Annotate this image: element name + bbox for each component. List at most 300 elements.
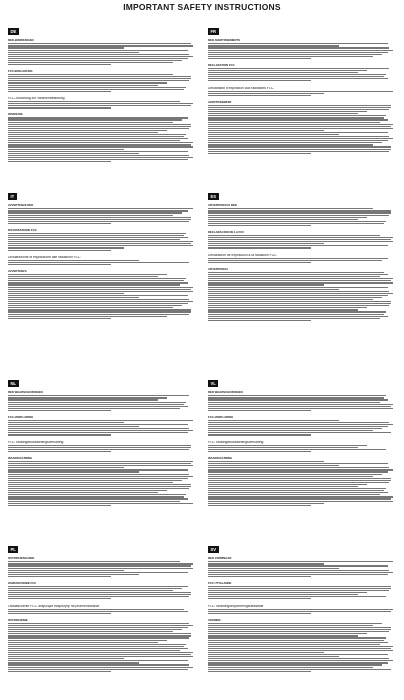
text-line — [8, 449, 189, 450]
text-line — [208, 113, 358, 114]
text-line — [8, 629, 182, 630]
text-line — [8, 671, 111, 672]
text-line — [208, 561, 393, 562]
text-line — [208, 212, 391, 213]
text-line — [8, 122, 173, 123]
section-heading: DÉCLARATION FCC — [208, 63, 235, 67]
text-line — [8, 402, 186, 403]
text-line — [8, 640, 167, 641]
text-line — [208, 149, 391, 150]
section-nl — [8, 372, 195, 518]
text-line — [208, 309, 358, 310]
text-line — [208, 654, 388, 655]
text-line — [8, 650, 180, 651]
text-line — [8, 406, 188, 407]
text-line — [8, 609, 184, 610]
text-line — [8, 644, 186, 645]
text-line — [8, 43, 191, 44]
text-line — [208, 126, 391, 127]
text-line — [8, 434, 111, 435]
text-line — [8, 287, 193, 288]
text-line — [208, 132, 388, 133]
text-line — [208, 124, 393, 125]
text-line — [8, 646, 184, 647]
text-line — [208, 629, 391, 630]
section-heading: ADVERTENCIAS RED — [208, 204, 237, 208]
section-heading: FCC UTTALANDE — [208, 581, 232, 585]
text-line — [208, 399, 388, 400]
text-line — [208, 280, 391, 281]
text-line — [8, 463, 191, 464]
section-heading: AVERTISSEMENT — [208, 100, 232, 104]
text-line — [8, 590, 173, 591]
text-line — [8, 295, 188, 296]
section-heading: Déclaration d'exposition aux radiations FCC — [208, 86, 274, 90]
text-line — [8, 494, 186, 495]
text-line — [8, 78, 191, 79]
text-line — [8, 596, 189, 597]
text-line — [8, 480, 182, 481]
text-line — [8, 119, 182, 120]
text-line — [208, 644, 380, 645]
language-badge: IT — [8, 193, 17, 199]
section-heading: AVVERTENZE RED — [8, 204, 34, 208]
section-heading: RED VARNINGAR — [208, 557, 232, 561]
text-line — [208, 52, 388, 53]
text-line — [8, 85, 158, 86]
section-heading: VARNING — [208, 618, 221, 622]
text-line — [208, 570, 389, 571]
text-line — [208, 469, 393, 470]
text-line — [8, 648, 188, 649]
text-line — [208, 478, 391, 479]
text-line — [208, 633, 367, 634]
text-line — [8, 469, 188, 470]
section-heading: Declaración de exposición a la radiación FCC — [208, 253, 277, 257]
section-heading: RED WAARSCHUWINGEN — [208, 391, 243, 395]
text-line — [208, 406, 391, 407]
text-line — [8, 563, 193, 564]
text-line — [208, 318, 380, 319]
text-line — [208, 640, 384, 641]
text-line — [208, 627, 391, 628]
text-line — [8, 299, 189, 300]
text-line — [208, 119, 388, 120]
section-sv — [208, 538, 395, 698]
text-line — [8, 311, 191, 312]
text-line — [8, 565, 191, 566]
text-line — [8, 660, 188, 661]
text-line — [208, 282, 393, 283]
section-heading: FCC-ERKLÄRUNG — [8, 69, 33, 73]
text-line — [208, 80, 311, 81]
text-line — [208, 274, 388, 275]
text-line — [8, 45, 193, 46]
text-line — [208, 482, 389, 483]
text-line — [208, 237, 393, 238]
text-line — [8, 58, 188, 59]
text-line — [208, 78, 388, 79]
text-line — [8, 652, 193, 653]
page-title: IMPORTANT SAFETY INSTRUCTIONS — [123, 2, 281, 12]
language-badge: NL — [8, 380, 19, 386]
text-line — [208, 449, 386, 450]
text-line — [208, 210, 391, 211]
text-line — [208, 239, 391, 240]
text-line — [8, 217, 191, 218]
section-vl — [208, 372, 395, 518]
text-line — [208, 662, 388, 663]
section-heading: ADVERTENCIA — [208, 267, 229, 271]
text-line — [208, 138, 393, 139]
text-line — [208, 136, 389, 137]
text-line — [8, 221, 189, 222]
text-line — [8, 430, 193, 431]
text-line — [208, 316, 388, 317]
text-line — [208, 613, 311, 614]
text-line — [8, 136, 184, 137]
text-line — [208, 262, 311, 263]
section-heading: RED AVERTISSEMENTS — [208, 39, 241, 43]
text-line — [8, 56, 193, 57]
text-line — [8, 623, 189, 624]
text-line — [208, 484, 367, 485]
section-heading: DECLARACIÓN DE LA FCC — [208, 230, 245, 234]
text-line — [8, 420, 193, 421]
text-line — [8, 62, 173, 63]
text-line — [208, 642, 388, 643]
text-line — [208, 609, 393, 610]
section-heading: AVVERTENZA — [8, 269, 27, 273]
text-line — [208, 471, 388, 472]
text-line — [208, 314, 384, 315]
text-line — [208, 91, 393, 92]
text-line — [8, 52, 139, 53]
text-line — [208, 128, 393, 129]
text-line — [208, 461, 324, 462]
text-line — [8, 142, 193, 143]
text-line — [208, 488, 386, 489]
text-line — [208, 117, 384, 118]
language-badge: VL — [208, 380, 218, 386]
text-line — [208, 635, 358, 636]
text-line — [208, 505, 311, 506]
text-line — [8, 486, 191, 487]
text-line — [208, 260, 382, 261]
text-line — [208, 208, 373, 209]
text-line — [8, 282, 188, 283]
text-line — [8, 134, 186, 135]
text-line — [8, 658, 124, 659]
text-line — [8, 576, 111, 577]
text-line — [208, 451, 311, 452]
text-line — [208, 50, 393, 51]
section-heading: OSTRZEŻENIE — [8, 618, 28, 622]
text-line — [208, 235, 380, 236]
text-line — [208, 320, 311, 321]
section-heading: Oświadczenie FCC dotyczące ekspozycji na promieniowanie — [8, 604, 100, 608]
text-line — [208, 492, 388, 493]
text-line — [8, 159, 188, 160]
text-line — [208, 611, 391, 612]
text-line — [208, 219, 358, 220]
text-line — [8, 212, 182, 213]
text-line — [8, 250, 111, 251]
text-line — [8, 215, 173, 216]
text-line — [208, 428, 382, 429]
text-line — [8, 293, 124, 294]
text-line — [208, 215, 389, 216]
text-line — [208, 140, 388, 141]
text-line — [8, 157, 193, 158]
text-line — [8, 47, 124, 48]
section-heading: RED WAARSCHUWINGEN — [8, 391, 43, 395]
text-line — [208, 153, 311, 154]
text-line — [8, 399, 158, 400]
text-line — [208, 272, 384, 273]
text-line — [208, 291, 389, 292]
text-line — [8, 314, 189, 315]
text-line — [8, 243, 191, 244]
text-line — [8, 656, 193, 657]
text-line — [8, 586, 188, 587]
text-line — [8, 305, 182, 306]
text-line — [8, 140, 180, 141]
text-line — [8, 572, 188, 573]
section-fr — [208, 20, 395, 168]
section-heading: FCC Stralingsblootstellingsverklaring — [8, 440, 64, 444]
text-line — [208, 563, 324, 564]
text-line — [208, 93, 324, 94]
text-line — [208, 47, 389, 48]
text-line — [8, 117, 188, 118]
text-line — [208, 243, 324, 244]
text-line — [208, 623, 382, 624]
text-line — [8, 76, 191, 77]
text-line — [208, 592, 367, 593]
text-line — [208, 426, 388, 427]
text-line — [208, 223, 384, 224]
text-line — [8, 149, 124, 150]
text-line — [208, 284, 324, 285]
text-line — [8, 161, 111, 162]
language-badge: DE — [8, 28, 19, 34]
section-heading: FCC-VERKLARING — [208, 415, 234, 419]
text-line — [8, 404, 184, 405]
text-line — [8, 613, 111, 614]
text-line — [8, 432, 188, 433]
text-line — [208, 637, 386, 638]
text-line — [208, 146, 391, 147]
text-line — [8, 303, 188, 304]
section-heading: DICHIARAZIONE FCC — [8, 228, 37, 232]
text-line — [208, 445, 367, 446]
text-line — [208, 70, 367, 71]
text-line — [208, 496, 393, 497]
text-line — [208, 422, 389, 423]
section-pl — [8, 538, 195, 698]
section-de — [8, 20, 195, 168]
text-line — [208, 105, 391, 106]
text-line — [8, 574, 139, 575]
text-line — [8, 488, 189, 489]
text-line — [208, 648, 391, 649]
text-line — [8, 155, 189, 156]
text-line — [8, 260, 139, 261]
text-line — [208, 111, 367, 112]
text-line — [208, 574, 388, 575]
text-line — [208, 68, 389, 69]
text-line — [208, 225, 311, 226]
section-heading: Dichiarazione di esposizione alle radiazioni FCC — [8, 255, 81, 259]
language-badge: FR — [208, 28, 219, 34]
text-line — [8, 307, 173, 308]
text-line — [208, 432, 391, 433]
text-line — [208, 463, 388, 464]
text-line — [8, 422, 124, 423]
text-line — [208, 480, 391, 481]
text-line — [8, 233, 186, 234]
section-heading: OŚWIADCZENIE FCC — [8, 581, 37, 585]
text-line — [8, 237, 188, 238]
text-line — [208, 503, 324, 504]
text-line — [8, 611, 188, 612]
text-line — [208, 646, 393, 647]
text-line — [8, 496, 184, 497]
text-line — [8, 64, 111, 65]
section-es — [208, 185, 395, 331]
text-line — [8, 424, 188, 425]
section-heading: WAARSCHUWING — [208, 456, 233, 460]
text-line — [208, 588, 391, 589]
language-badge: ES — [208, 193, 219, 199]
text-line — [8, 262, 189, 263]
text-line — [208, 278, 393, 279]
text-line — [208, 476, 373, 477]
text-line — [8, 107, 111, 108]
text-line — [208, 565, 388, 566]
text-line — [208, 43, 388, 44]
text-line — [208, 625, 373, 626]
text-line — [208, 45, 339, 46]
text-line — [8, 654, 191, 655]
text-line — [8, 219, 191, 220]
text-line — [8, 476, 193, 477]
text-line — [8, 210, 188, 211]
text-line — [208, 658, 389, 659]
text-line — [208, 447, 358, 448]
language-badge: PL — [8, 546, 18, 552]
text-line — [8, 291, 193, 292]
text-line — [208, 420, 339, 421]
text-line — [8, 451, 111, 452]
text-line — [8, 625, 193, 626]
text-line — [8, 284, 180, 285]
text-line — [8, 588, 182, 589]
text-line — [208, 307, 367, 308]
text-line — [8, 642, 158, 643]
text-line — [208, 395, 386, 396]
text-line — [8, 465, 193, 466]
text-line — [8, 309, 191, 310]
text-line — [208, 134, 339, 135]
text-line — [208, 258, 388, 259]
section-heading: WAARSCHUWING — [8, 456, 33, 460]
text-line — [8, 50, 188, 51]
text-line — [8, 80, 189, 81]
text-line — [8, 151, 188, 152]
text-line — [8, 478, 188, 479]
text-line — [208, 650, 393, 651]
text-line — [208, 465, 339, 466]
text-line — [8, 428, 189, 429]
text-line — [8, 278, 186, 279]
text-line — [208, 656, 339, 657]
text-line — [8, 503, 193, 504]
text-line — [8, 474, 189, 475]
text-line — [8, 637, 189, 638]
text-line — [8, 447, 191, 448]
text-line — [8, 289, 191, 290]
text-line — [8, 208, 193, 209]
text-line — [8, 461, 193, 462]
text-line — [8, 239, 180, 240]
text-line — [8, 128, 189, 129]
text-line — [8, 124, 191, 125]
text-line — [8, 490, 167, 491]
text-line — [8, 101, 180, 102]
text-line — [8, 245, 193, 246]
text-line — [8, 91, 111, 92]
text-line — [208, 115, 386, 116]
text-line — [8, 247, 124, 248]
text-line — [8, 241, 193, 242]
text-line — [8, 280, 184, 281]
text-line — [208, 490, 384, 491]
text-line — [208, 109, 389, 110]
text-line — [8, 316, 167, 317]
text-line — [208, 305, 389, 306]
text-line — [8, 492, 158, 493]
text-line — [208, 586, 391, 587]
text-line — [8, 103, 193, 104]
text-line — [208, 568, 339, 569]
text-line — [208, 303, 391, 304]
text-line — [8, 561, 180, 562]
section-heading: OSTRZEŻENIA RED — [8, 557, 35, 561]
text-line — [208, 667, 373, 668]
text-line — [8, 501, 180, 502]
text-line — [208, 130, 324, 131]
text-line — [208, 576, 311, 577]
text-line — [208, 494, 380, 495]
text-line — [8, 635, 191, 636]
text-line — [8, 445, 191, 446]
text-line — [8, 471, 139, 472]
text-line — [208, 95, 311, 96]
text-line — [8, 408, 180, 409]
text-line — [8, 395, 189, 396]
text-line — [208, 241, 393, 242]
text-line — [208, 301, 391, 302]
text-line — [208, 54, 382, 55]
text-line — [208, 397, 384, 398]
text-line — [208, 434, 311, 435]
text-line — [208, 151, 389, 152]
text-line — [8, 505, 111, 506]
text-line — [8, 274, 167, 275]
text-line — [8, 235, 184, 236]
